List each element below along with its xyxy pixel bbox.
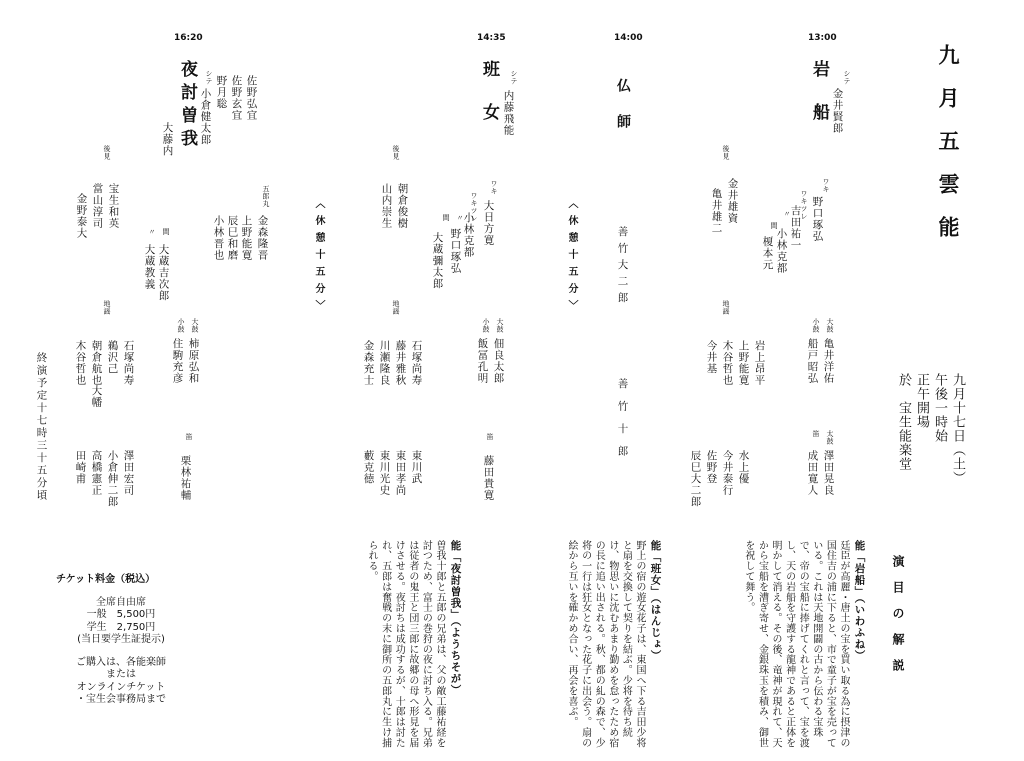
jiutai-name: 澤田宏司 (122, 450, 135, 496)
cast-name: 上野能寛 (240, 215, 253, 261)
cast-role: シテ (510, 70, 518, 85)
cast-role: 間 (770, 222, 778, 230)
cast-role: 〃 (456, 214, 464, 222)
jiutai-name: 今井泰行 (721, 450, 734, 496)
event-title: 九月五雲能 (936, 44, 961, 259)
hayashi-role: 小鼓 (177, 318, 185, 333)
cast-name: 大蔵彌太郎 (431, 232, 444, 290)
cast-role: 〃 (783, 210, 791, 218)
hayashi-name: 栗林祐輔 (179, 455, 192, 501)
koken-name: 朝倉俊樹 (396, 183, 409, 229)
cast-name: 辰巳和磨 (226, 215, 239, 261)
cast-role: シテ (843, 70, 851, 85)
hayashi-name: 住駒充彦 (171, 338, 184, 384)
jiutai-name: 小倉伸二郎 (106, 450, 119, 508)
ticket-general-price: 一般 5,500円 (86, 609, 156, 620)
program-title: 夜討曽我 (177, 60, 197, 152)
note-title: 能「班女」（はんじょ） (649, 540, 662, 662)
cast-name: 野口琢弘 (449, 228, 462, 274)
cast-role: 間 (162, 228, 170, 236)
hayashi-name: 飯冨孔明 (476, 338, 489, 384)
koken-name: 亀井雄二 (710, 188, 723, 234)
cast-name: 金井賢郎 (831, 88, 844, 134)
intermission-label: 〈休憩十五分〉 (313, 198, 324, 317)
koken-name: 當山淳司 (91, 183, 104, 229)
cast-name: 榎本元 (761, 236, 774, 271)
ticket-student-note: (当日要学生証提示) (77, 634, 165, 645)
hayashi-role: 大鼓 (191, 318, 199, 333)
end-time-note: 終演予定十七時三十五分頃 (35, 352, 48, 502)
hayashi-name: 船戸昭弘 (806, 338, 819, 384)
cast-name: 内藤飛能 (502, 90, 515, 136)
program-time: 14:00 (614, 33, 643, 43)
cast-name: 佐野玄宜 (230, 75, 243, 121)
koken-name: 山内崇生 (380, 183, 393, 229)
cast-name: 野口琢弘 (811, 196, 824, 242)
hayashi-role: 小鼓 (482, 318, 490, 333)
ticket-purchase-line: ご購入は、各能楽師 (76, 656, 166, 668)
koken-name: 宝生和英 (107, 183, 120, 229)
koken-label: 後見 (722, 145, 730, 160)
jiutai-name: 上野能寛 (737, 340, 750, 386)
ticket-info (56, 574, 186, 707)
hayashi-name: 佃良太郎 (492, 338, 505, 384)
program-time: 14:35 (477, 33, 506, 43)
note-body: 野上の宿の遊女花子は、東国へ下る吉田少将と扇を交換して契りを結ぶ。少将を待ち続け、物思いに沈むあまり勤めを怠ったため宿の長に追い出される。秋、都の糺の森で、少将の一行は狂女となった花子に出会う。扇の絵から互いを確かめ合い、再会を喜ぶ。 (566, 540, 645, 748)
intermission-label: 〈休憩十五分〉 (566, 198, 577, 317)
cast-role: 〃 (148, 228, 156, 236)
cast-role: ワキツレ (470, 192, 478, 222)
jiutai-name: 今井基 (705, 340, 718, 375)
ticket-title: チケット料金（税込） (56, 574, 156, 585)
hayashi-name: 成田寛人 (806, 450, 819, 496)
ticket-purchase-line: オンラインチケット (76, 681, 166, 693)
cast-role: ワキ (490, 180, 498, 195)
hayashi-role: 笛 (486, 433, 494, 441)
jiutai-name: 水上優 (737, 450, 750, 485)
cast-name: 大藤内 (161, 122, 174, 157)
cast-name: 大日方寛 (482, 200, 495, 246)
jiutai-name: 岩上昂平 (753, 340, 766, 386)
koken-label: 後見 (392, 145, 400, 160)
jiutai-name: 藪克徳 (362, 450, 375, 485)
jiutai-name: 朝倉航也 (90, 340, 103, 386)
cast-name: 小倉健太郎 (199, 88, 212, 146)
jiutai-name: 金森充士 (362, 340, 375, 386)
program-time: 13:00 (808, 33, 837, 43)
program-title: 班女 (479, 60, 499, 146)
ticket-student-price: 学生 2,750円 (86, 621, 156, 633)
ticket-purchase-line: または (106, 669, 136, 680)
program-title: 仏師 (615, 78, 631, 150)
cast-name: 吉田祐一 (789, 205, 802, 251)
jiutai-name: 佐野登 (705, 450, 718, 485)
cast-name: 小林晋也 (212, 215, 225, 261)
hayashi-role: 大鼓 (826, 318, 834, 333)
program-time: 16:20 (174, 33, 203, 43)
koken-name: 金井雄資 (726, 178, 739, 224)
jiutai-name: 高橋憲正 (90, 450, 103, 496)
cast-role: シテ (205, 70, 213, 85)
koken-name: 金野泰大 (75, 193, 88, 239)
hayashi-name: 亀井洋佑 (822, 338, 835, 384)
jiutai-name: 大幡 (90, 385, 103, 408)
cast-name: 佐野弘宜 (245, 75, 258, 121)
jiutai-name: 石塚尚寿 (410, 340, 423, 386)
jiutai-name: 藤井雅秋 (394, 340, 407, 386)
jiutai-label: 地謡 (722, 300, 730, 315)
cast-name: 金森隆晋 (256, 215, 269, 261)
event-open: 正午開場 (914, 373, 929, 429)
jiutai-name: 石塚尚寿 (122, 340, 135, 386)
cast-name: 大蔵教義 (143, 244, 156, 290)
ticket-seat: 全席自由席 (96, 596, 146, 608)
jiutai-name: 辰巳大二郎 (689, 450, 702, 508)
hayashi-role: 小鼓 (812, 318, 820, 333)
cast-name: 善竹十郎 (616, 378, 629, 468)
cast-role: 間 (442, 214, 450, 222)
note-title: 能「岩船」（いわふね） (853, 540, 866, 662)
hayashi-role: 笛 (812, 430, 820, 438)
program-title: 岩船 (809, 60, 829, 146)
jiutai-name: 東川光史 (378, 450, 391, 496)
event-date: 九月十七日（土） (950, 373, 965, 485)
hayashi-role: 笛 (185, 433, 193, 441)
jiutai-label: 地謡 (392, 300, 400, 315)
jiutai-label: 地謡 (103, 300, 111, 315)
cast-role: ワキツレ (800, 190, 808, 220)
cast-name: 野月聡 (215, 75, 228, 110)
hayashi-name: 柿原弘和 (187, 338, 200, 384)
jiutai-name: 木谷哲也 (721, 340, 734, 386)
event-start: 午後一時始 (932, 373, 947, 443)
cast-name: 善竹大二郎 (616, 226, 629, 309)
jiutai-name: 田崎甫 (74, 450, 87, 485)
hayashi-role: 大鼓 (496, 318, 504, 333)
jiutai-name: 鵜沢己 (106, 340, 119, 375)
note-title: 能「夜討曽我」（ようちそが） (449, 540, 462, 696)
hayashi-role: 太鼓 (826, 430, 834, 445)
note-body: 曽我十郎と五郎の兄弟は、父の敵工藤祐経を討つため、富士の巻狩の夜に討ち入る。兄弟は従者の鬼王と団三郎に故郷の母へ形見を届けさせる。夜討ちは成功するが、十郎は討たれ、五郎は奮戦の末に御所の五郎丸に生け捕られる。 (366, 540, 445, 748)
jiutai-name: 東川武 (410, 450, 423, 485)
notes-header: 演目の解説 (891, 555, 905, 685)
note-body: 廷臣が高麗・唐土の宝を買い取る為に摂津の国住吉の浦に下ると、市で童子が宝を売っている。これは天地開闢の古から伝わる宝珠で、帝の宝船に捧げてくれと言って、宝を渡し、天の岩船を守護する龍神であると正体を明かして消える。その後、竜神が現れて、天から宝船を漕ぎ寄せ、金銀珠玉を積み、御世を祝して舞う。 (742, 540, 849, 748)
cast-name: 小林克都 (462, 212, 475, 258)
hayashi-name: 澤田晃良 (822, 450, 835, 496)
jiutai-name: 木谷哲也 (74, 340, 87, 386)
hayashi-name: 藤田貴寛 (482, 455, 495, 501)
cast-name: 小林克都 (775, 228, 788, 274)
event-venue: 於 宝生能楽堂 (896, 373, 911, 471)
cast-name: 大蔵吉次郎 (157, 244, 170, 302)
jiutai-name: 東田孝尚 (394, 450, 407, 496)
koken-label: 後見 (103, 145, 111, 160)
cast-role: ワキ (822, 178, 830, 193)
cast-role: 五郎丸 (262, 185, 270, 208)
ticket-purchase-line: ・宝生会事務局まで (76, 694, 166, 705)
jiutai-name: 川瀬隆良 (378, 340, 391, 386)
